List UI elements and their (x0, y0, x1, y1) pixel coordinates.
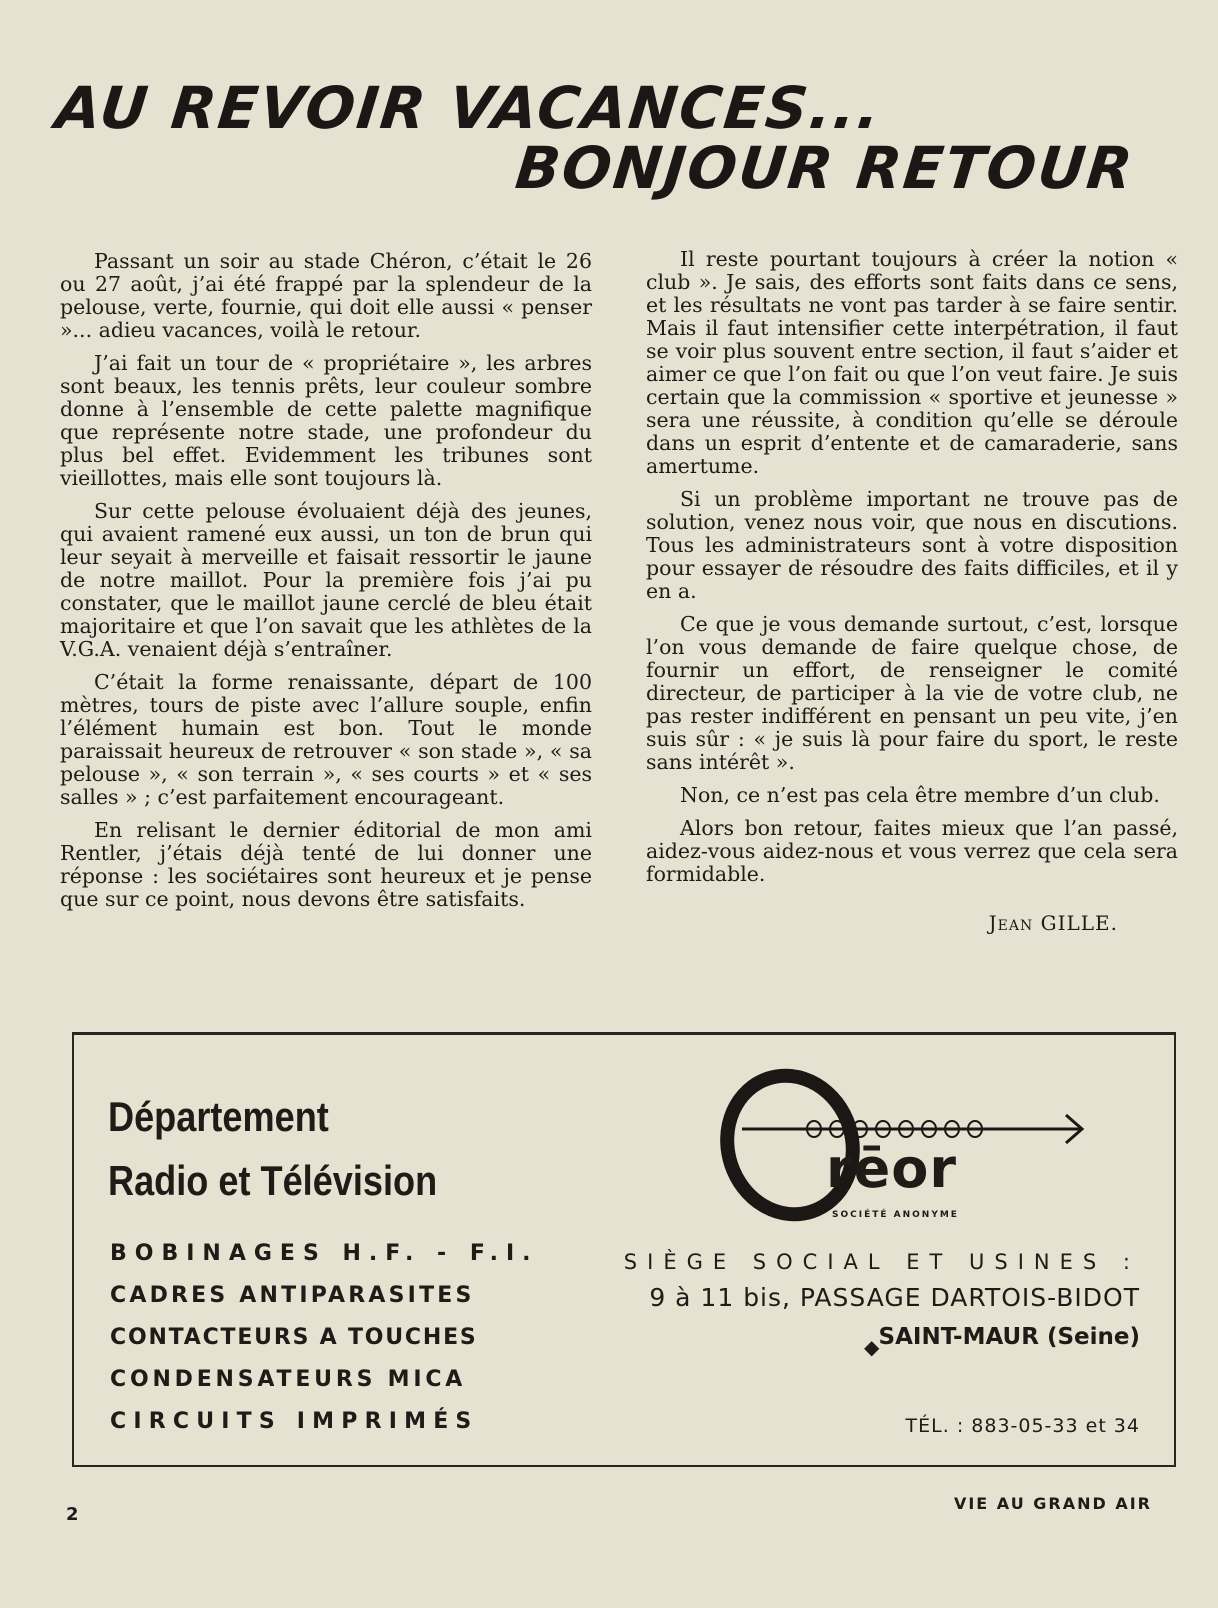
headline-line-2: BONJOUR RETOUR (512, 134, 1138, 202)
article-paragraph: Ce que je vous demande surtout, c’est, lorsque l’on vous demande de faire quelque chose, de fournir un effort, de renseigner le comité directeur, de participer à la vie de votre club, ne pas rester indifférent en pensant un peu vite, j’en suis sûr : « je suis là pour faire du sport, le reste sans intérêt ». (646, 612, 1178, 774)
ad-product-item: BOBINAGES H.F. - F.I. (110, 1241, 539, 1266)
author-first-name: Jean (988, 911, 1034, 935)
ad-product-item: CIRCUITS IMPRIMÉS (110, 1409, 479, 1434)
article-paragraph: Non, ce n’est pas cela être membre d’un club. (680, 783, 1160, 807)
article-column-left (60, 250, 592, 921)
article-paragraph: Il reste pourtant toujours à créer la notion « club ». Je sais, des efforts sont faits dans ce sens, et les résultats ne vont pas tarder à se faire sentir. Mais il faut intensifier cette interpétration, il faut se voir plus souvent entre section, il faut s’aider et aimer ce que l’on fait ou que l’on veut faire. Je suis certain que la commission « sportive et jeunesse » sera une réussite, à condition qu’elle se déroule dans un esprit d’entente et de camaraderie, sans amertume. (646, 247, 1178, 478)
ad-address-block (624, 1245, 1140, 1357)
advertisement-box (72, 1032, 1176, 1467)
ad-brand-subtitle: SOCIÉTÉ ANONYME (832, 1210, 959, 1220)
ad-phone: TÉL. : 883-05-33 et 34 (905, 1415, 1140, 1437)
journal-name: VIE AU GRAND AIR (953, 1494, 1152, 1513)
article-paragraph: Sur cette pelouse évoluaient déjà des jeunes, qui avaient ramené eux aussi, un ton de brun qui leur seyait à merveille et faisait ressortir le jaune de notre maillot. Pour la première fois j’ai pu constater, que le maillot jaune cerclé de bleu était majoritaire et que l’on savait que les athlètes de la V.G.A. venaient déjà s’entraîner. (60, 499, 592, 661)
article-paragraph: C’était la forme renaissante, départ de 100 mètres, tours de piste avec l’allure souple, enfin l’élément humain est bon. Tout le monde paraissait heureux de retrouver « son stade », « sa pelouse », « son terrain », « ses courts » et « ses salles » ; c’est parfaitement encourageant. (60, 670, 592, 809)
ad-product-item: CADRES ANTIPARASITES (110, 1283, 475, 1308)
author-signature (646, 912, 1178, 935)
ad-department-line-1: Département (108, 1093, 329, 1140)
ad-department-heading (108, 1085, 437, 1213)
headline-line-1: AU REVOIR VACANCES... (52, 74, 886, 142)
ad-product-item: CONDENSATEURS MICA (110, 1367, 467, 1392)
page-number: 2 (66, 1504, 79, 1525)
ad-department-line-2: Radio et Télévision (108, 1157, 438, 1204)
ad-seat-label: SIÈGE SOCIAL ET USINES : (623, 1250, 1140, 1274)
ad-city: SAINT-MAUR (Seine) (878, 1324, 1140, 1350)
ad-brand-name: rēor (826, 1137, 957, 1200)
diamond-ornament-icon: ◆ (864, 1335, 880, 1359)
article-paragraph: Si un problème important ne trouve pas de solution, venez nous voir, que nous en discutions. Tous les administrateurs sont à votre disposition pour essayer de résoudre des faits difficiles, et il y en a. (646, 487, 1178, 603)
article-paragraph: En relisant le dernier éditorial de mon ami Rentler, j’étais déjà tenté de lui donner une réponse : les sociétaires sont heureux et je pense que sur ce point, nous devons être satisfaits. (60, 818, 592, 911)
article-paragraph: Alors bon retour, faites mieux que l’an passé, aidez-vous aidez-nous et vous verrez que cela sera formidable. (646, 816, 1178, 886)
ad-product-item: CONTACTEURS A TOUCHES (110, 1325, 478, 1350)
ad-product-list (110, 1233, 539, 1443)
article-paragraph: J’ai fait un tour de « propriétaire », les arbres sont beaux, les tennis prêts, leur couleur sombre donne à l’ensemble de cette palette magnifique que représente notre stade, une profondeur du plus bel effet. Evidemment les tribunes sont vieillottes, mais elle sont toujours là. (60, 351, 592, 490)
author-last-name: GILLE. (1040, 911, 1118, 935)
ad-street: 9 à 11 bis, PASSAGE DARTOIS-BIDOT (649, 1283, 1140, 1312)
article-column-right (646, 248, 1178, 935)
article-paragraph: Passant un soir au stade Chéron, c’était le 26 ou 27 août, j’ai été frappé par la splendeur de la pelouse, verte, fournie, qui doit elle aussi « penser »... adieu vacances, voilà le retour. (60, 249, 592, 342)
